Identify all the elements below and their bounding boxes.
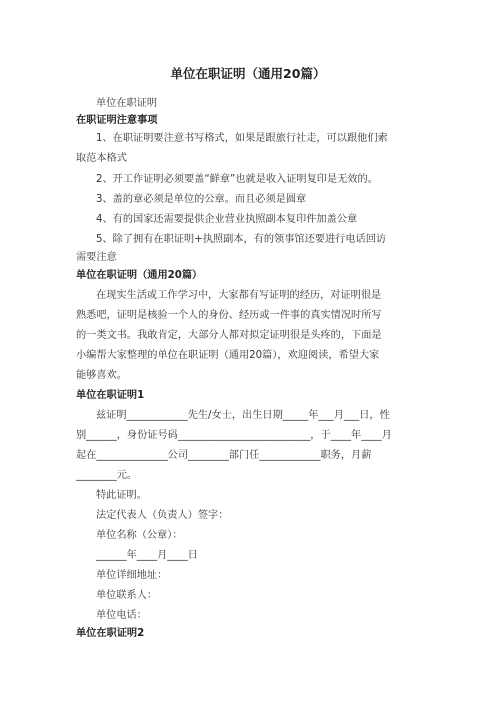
cert-form-line: ________元。 [76,470,138,481]
intro-paragraph-line: 能够喜欢。 [76,370,127,381]
section-heading-intro: 单位在职证明（通用20篇） [76,270,203,281]
intro-paragraph-line: 的一类文书。我敢肯定，大部分人都对拟定证明很是头疼的，下面是 [76,330,382,341]
phone-field: 单位电话： [96,610,147,621]
note-item-4: 4、有的国家还需要提供企业营业执照副本复印件加盖公章 [96,214,358,225]
section-heading-cert-1: 单位在职证明1 [76,390,145,401]
note-item-1: 1、在职证明要注意书写格式，如果是跟旅行社走，可以跟他们索 [96,133,388,144]
note-item-5: 5、除了拥有在职证明+执照副本，有的领事馆还要进行电话回访 [96,234,387,245]
intro-paragraph-line: 熟悉吧，证明是核验一个人的身份、经历或一件事的真实情况时所写 [76,310,382,321]
address-field: 单位详细地址： [96,570,168,581]
contact-field: 单位联系人： [96,590,158,601]
note-item-3: 3、盖的章必须是单位的公章。而且必须是圆章 [96,194,307,205]
date-field: ______年____月____日 [96,550,198,561]
subheading-line: 单位在职证明 [96,98,158,109]
section-heading-cert-2: 单位在职证明2 [76,628,145,639]
intro-paragraph-line: 小编帮大家整理的单位在职证明（通用20篇），欢迎阅读，希望大家 [76,350,380,361]
cert-form-line: 兹证明____________先生/女士，出生日期_____年___月___日，性 [96,410,390,421]
cert-form-line: 别______，身份证号码__________________________，于____年____月 [76,430,392,441]
cert-form-line: 起在______________公司________部门任____________职务，月薪 [76,450,372,461]
cert-closing: 特此证明。 [96,490,147,501]
note-item-1-cont: 取范本格式 [76,153,127,164]
document-title: 单位在职证明（通用20篇） [170,66,326,81]
note-item-2: 2、开工作证明必须要盖“鲜章”也就是收入证明复印是无效的。 [96,174,378,185]
signature-field: 法定代表人（负责人）签字： [96,510,229,521]
intro-paragraph-line: 在现实生活或工作学习中，大家都有写证明的经历，对证明很是 [96,290,382,301]
company-name-field: 单位名称（公章）： [96,530,183,541]
section-heading-notes: 在职证明注意事项 [76,115,158,126]
note-item-5-cont: 需要注意 [76,252,117,263]
